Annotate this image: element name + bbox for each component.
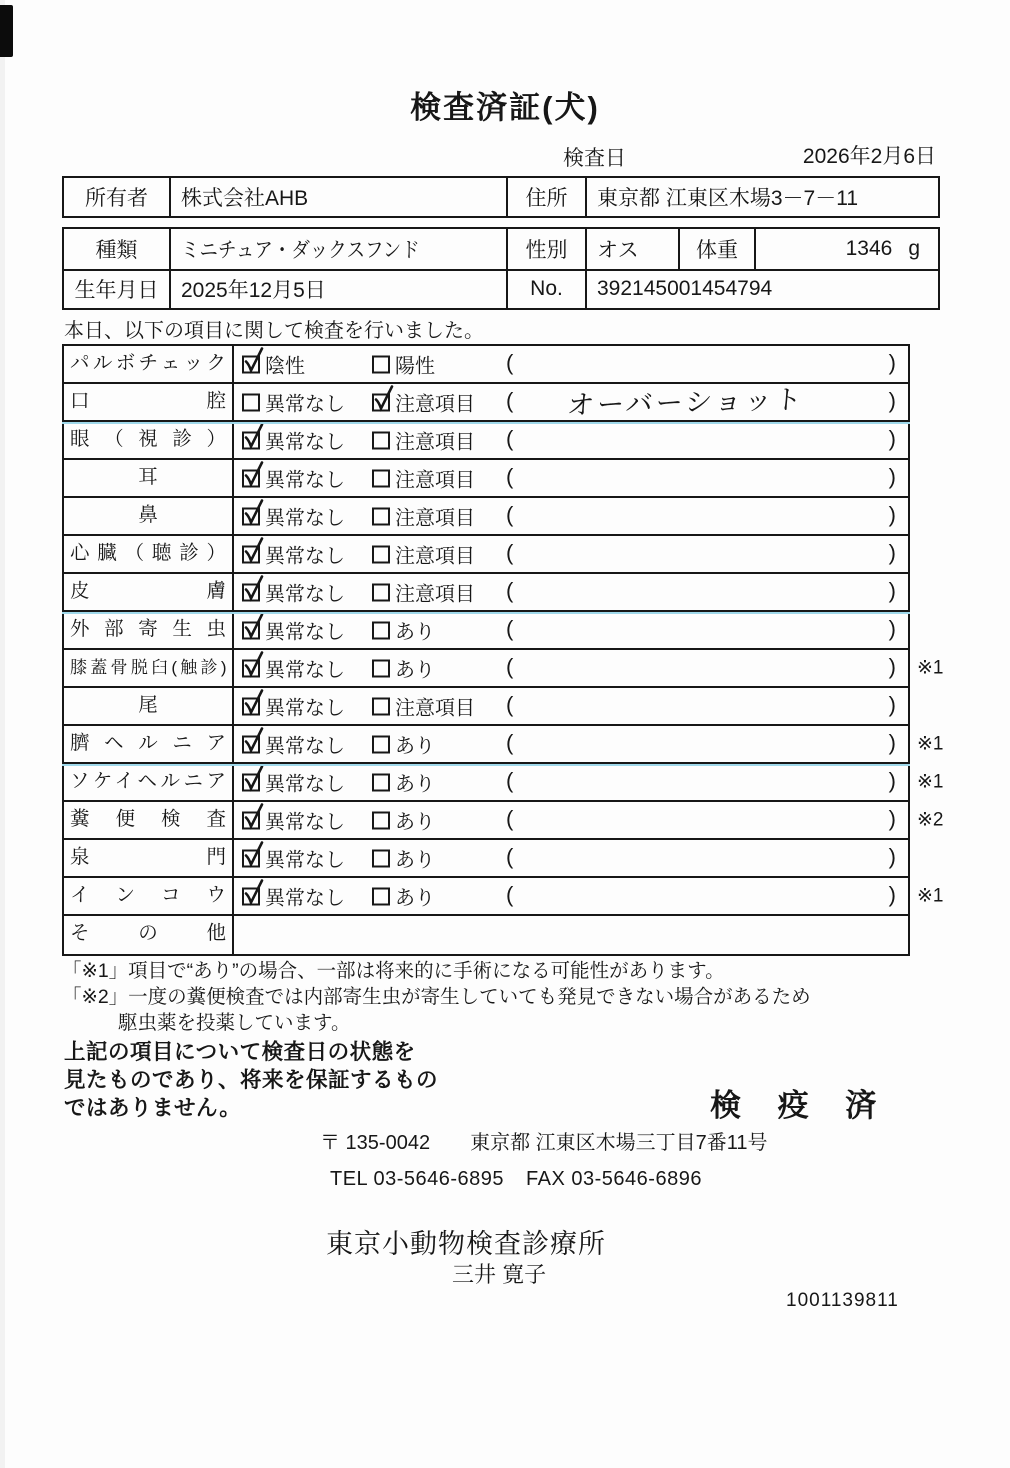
breed-label: 種類 [95,238,138,262]
checkbox-option-label: 異常なし [265,735,345,758]
checklist-row-content [234,498,908,534]
checkbox-checked [242,887,260,905]
note-paren-close: ) [888,539,896,565]
checkbox-option [242,616,345,645]
checkbox-option [242,882,345,911]
checkbox-option-label: あり [395,849,435,872]
scan-edge-strip [0,0,5,1468]
checkbox-option [372,426,475,455]
checkbox-unchecked [372,431,390,449]
breed-text: ミニチュア・ダックスフンド [181,238,420,262]
checkbox-option [242,540,345,569]
veterinarian-name: 三井 寛子 [452,1262,547,1287]
checkbox-unchecked [242,393,260,411]
checkbox-option-label: 注意項目 [395,393,475,416]
checkbox-checked [242,811,260,829]
note-paren-open: ( [506,767,514,793]
note-paren-open: ( [506,425,514,451]
checkbox-checked [242,621,260,639]
handwritten-check-icon [241,496,267,525]
handwritten-note [519,436,853,445]
checkbox-option [372,882,435,911]
checklist-row-content [234,878,908,914]
sex-value: オス [585,229,678,269]
checklist-row [64,536,908,574]
checkbox-option-label: 陰性 [265,355,305,378]
handwritten-check-icon [241,724,267,753]
handwritten-note [519,740,853,749]
checklist-item-label: 糞便検査 [64,802,234,838]
handwritten-check-icon [241,648,267,677]
disclaimer-text [64,1038,438,1122]
clinic-name: 東京小動物検査診療所 [326,1229,606,1259]
checkbox-checked [242,431,260,449]
checkbox-option-label: 陽性 [395,355,435,378]
checkbox-checked [242,469,260,487]
checkbox-option-label: 注意項目 [395,469,475,492]
handwritten-note [519,892,853,901]
checkbox-option-label: 注意項目 [395,507,475,530]
checklist-item-label: 外部寄生虫 [64,612,234,648]
checkbox-option [372,502,475,531]
note-paren-open: ( [506,881,514,907]
row-annotation: ※1 [917,733,944,755]
checklist-row [64,498,908,536]
checkbox-option-label: 注意項目 [395,697,475,720]
footnote-2: 「※2」一度の糞便検査では内部寄生虫が寄生していても発見できない場合があるため [62,986,811,1008]
checkbox-option [242,388,345,417]
checklist-row-content [234,384,908,420]
disclaimer-line-2: 見たものであり、将来を保証するもの [64,1068,439,1092]
note-paren-close: ) [888,729,896,755]
checklist-item-label: ソケイヘルニア [64,764,234,800]
note-paren-open: ( [506,349,514,375]
checkbox-checked [372,393,390,411]
checkbox-option-label: あり [395,659,435,682]
checkbox-option [372,388,475,417]
owner-label: 所有者 [85,187,148,210]
handwritten-check-icon [241,610,267,639]
animal-table [62,227,940,310]
checkbox-option [242,844,345,873]
checkbox-option [242,578,345,607]
scan-artifact-mark [0,5,13,57]
checkbox-option-label: 異常なし [265,507,345,530]
checklist-row-content [234,612,908,648]
checkbox-option-label: 異常なし [265,659,345,682]
checklist-row-content [234,764,908,800]
checkbox-unchecked [372,583,390,601]
checklist-item-label: 鼻 [64,498,234,534]
note-paren-close: ) [888,615,896,641]
weight-value [754,229,938,269]
weight-label: 体重 [678,229,754,269]
checkbox-checked [242,355,260,373]
checklist-row [64,878,944,916]
handwritten-note [519,816,853,825]
note-paren-close: ) [888,463,896,489]
checklist-row-content [234,840,908,876]
checklist-row-content [234,422,908,458]
row-annotation: ※1 [917,771,944,793]
checkbox-option-label: 注意項目 [395,431,475,454]
note-paren-open: ( [506,615,514,641]
checklist-table [62,344,944,956]
checkbox-checked [242,773,260,791]
checkbox-option [372,806,435,835]
checklist-item-label: その他 [64,916,234,954]
quarantine-stamp: 検 疫 済 [710,1088,891,1123]
note-paren-close: ) [888,425,896,451]
checkbox-checked [242,697,260,715]
checkbox-unchecked [372,355,390,373]
checklist-item-label: 皮膚 [64,574,234,610]
note-paren-close: ) [888,387,896,413]
checklist-row-content [234,460,908,496]
handwritten-check-icon [241,534,267,563]
checklist-row-content [234,726,908,762]
checkbox-option [242,654,345,683]
checkbox-checked [242,735,260,753]
checkbox-option [242,806,345,835]
checklist-item-label: 口腔 [64,384,234,420]
handwritten-check-icon [241,458,267,487]
document-title: 検査済証(犬) [410,90,600,125]
row-annotation: ※2 [917,809,944,831]
checkbox-option-label: 異常なし [265,621,345,644]
checklist-row [64,916,908,954]
birth-label: 生年月日 [64,269,169,309]
checklist-item-label: 臍ヘルニア [64,726,234,762]
row-annotation: ※1 [917,657,944,679]
handwritten-check-icon [241,572,267,601]
clinic-tel-line [330,1168,702,1191]
checkbox-option-label: 異常なし [265,469,345,492]
note-paren-close: ) [888,691,896,717]
note-paren-close: ) [888,767,896,793]
handwritten-note [519,664,853,673]
disclaimer-line-1: 上記の項目について検査日の状態を [64,1040,416,1064]
handwritten-note [519,778,853,787]
checklist-row-content [234,688,908,724]
checkbox-option [242,426,345,455]
footnote-2-continued: 駆虫薬を投薬しています。 [118,1012,351,1034]
serial-number: 1001139811 [786,1290,899,1311]
handwritten-note [519,588,853,597]
handwritten-note [519,512,853,521]
handwritten-check-icon [241,420,267,449]
checkbox-unchecked [372,735,390,753]
checklist-row [64,384,908,422]
handwritten-note [519,474,853,483]
checkbox-checked [242,583,260,601]
checkbox-option [372,464,475,493]
handwritten-check-icon [241,686,267,715]
checkbox-unchecked [372,697,390,715]
clinic-address: 東京都 江東区木場三丁目7番11号 [470,1132,768,1154]
checkbox-option [372,616,435,645]
checkbox-unchecked [372,545,390,563]
address-value: 東京都 江東区木場3－7－11 [585,178,938,216]
checklist-row [64,650,944,688]
note-paren-close: ) [888,501,896,527]
checkbox-option-label: 異常なし [265,849,345,872]
checklist-row-content [234,574,908,610]
checkbox-option-label: 異常なし [265,887,345,910]
handwritten-note [519,550,853,559]
checklist-row-content [234,802,908,838]
note-paren-open: ( [506,691,514,717]
checkbox-option-label: あり [395,887,435,910]
checkbox-option-label: あり [395,811,435,834]
note-paren-open: ( [506,729,514,755]
checkbox-option-label: 異常なし [265,773,345,796]
checklist-row [64,688,908,726]
clinic-postal-line [320,1126,768,1155]
checklist-row-content [234,536,908,572]
handwritten-check-icon [371,382,397,411]
no-value: 392145001454794 [585,269,938,309]
checkbox-unchecked [372,659,390,677]
note-paren-close: ) [888,805,896,831]
note-paren-open: ( [506,805,514,831]
footnotes [62,958,811,1036]
note-paren-close: ) [888,349,896,375]
checkbox-option [372,540,475,569]
checklist-item-label: インコウ [64,878,234,914]
handwritten-note [519,626,853,635]
checkbox-option-label: あり [395,735,435,758]
checkbox-option-label: 異常なし [265,811,345,834]
checkbox-option-label: あり [395,621,435,644]
owner-table [62,176,940,218]
checkbox-option-label: 異常なし [265,431,345,454]
checklist-row [64,840,908,878]
checkbox-option-label: 注意項目 [395,583,475,606]
handwritten-note [519,702,853,711]
handwritten-check-icon [241,800,267,829]
checkbox-option-label: 注意項目 [395,545,475,568]
checkbox-checked [242,659,260,677]
breed-value [169,229,506,269]
checklist-item-label: パルボチェック [64,346,234,382]
handwritten-note [519,854,853,863]
checklist-item-label: 耳 [64,460,234,496]
checkbox-option [242,692,345,721]
checklist-row [64,802,944,840]
checkbox-option [242,730,345,759]
handwritten-check-icon [241,838,267,867]
checklist-row [64,726,944,764]
clinic-postal-code: 〒 135-0042 [320,1132,431,1154]
clinic-tel: TEL 03-5646-6895 [330,1168,505,1190]
note-paren-open: ( [506,843,514,869]
checklist-item-label: 眼（視診） [64,422,234,458]
checkbox-option [372,692,475,721]
checkbox-option [372,350,435,379]
checkbox-option-label: 異常なし [265,545,345,568]
checkbox-option [242,350,305,379]
note-paren-close: ) [888,881,896,907]
checklist-row-content [234,650,908,686]
checkbox-unchecked [372,887,390,905]
checkbox-option-label: あり [395,773,435,796]
note-paren-close: ) [888,843,896,869]
note-paren-close: ) [888,577,896,603]
checkbox-unchecked [372,507,390,525]
checkbox-checked [242,849,260,867]
disclaimer-line-3: ではありません。 [64,1096,242,1120]
checkbox-unchecked [372,811,390,829]
handwritten-check-icon [241,876,267,905]
exam-date-value: 2026年2月6日 [802,145,936,168]
handwritten-note [519,360,853,369]
checkbox-option-label: 異常なし [265,697,345,720]
checklist-row [64,460,908,498]
note-paren-open: ( [506,463,514,489]
clinic-fax: FAX 03-5646-6896 [526,1168,702,1190]
note-paren-close: ) [888,653,896,679]
address-label: 住所 [506,178,585,216]
checklist-item-label: 尾 [64,688,234,724]
no-label: No. [506,269,585,309]
checkbox-unchecked [372,621,390,639]
note-paren-open: ( [506,653,514,679]
handwritten-note: オーバーショット [565,384,806,421]
checkbox-option [242,768,345,797]
checkbox-unchecked [372,469,390,487]
handwritten-check-icon [241,344,267,373]
owner-value: 株式会社AHB [169,178,506,216]
checkbox-option [372,844,435,873]
checkbox-unchecked [372,849,390,867]
checklist-row [64,422,908,460]
checkbox-option-label: 異常なし [265,393,345,416]
birth-value: 2025年12月5日 [169,269,506,309]
note-paren-open: ( [506,387,514,413]
weight-number: 1346 [845,236,893,260]
checkbox-option-label: 異常なし [265,583,345,606]
sex-label: 性別 [506,229,585,269]
checklist-row [64,764,944,802]
row-annotation: ※1 [917,885,944,907]
checkbox-option [372,768,435,797]
note-paren-open: ( [506,577,514,603]
checkbox-unchecked [372,773,390,791]
checklist-row-content [234,916,908,954]
checklist-item-label: 膝蓋骨脱臼(触診) [64,650,234,686]
footnote-1: 「※1」項目で“あり”の場合、一部は将来的に手術になる可能性があります。 [62,960,725,982]
intro-text: 本日、以下の項目に関して検査を行いました。 [64,320,484,342]
handwritten-check-icon [241,762,267,791]
checkbox-option [242,464,345,493]
checkbox-checked [242,507,260,525]
checkbox-checked [242,545,260,563]
checklist-item-label: 心臓（聴診） [64,536,234,572]
checklist-row [64,612,908,650]
checkbox-option [372,654,435,683]
exam-date-label: 検査日 [563,147,626,170]
note-paren-open: ( [506,501,514,527]
checkbox-option [242,502,345,531]
checklist-row [64,574,908,612]
checkbox-option [372,578,475,607]
checklist-item-label: 泉門 [64,840,234,876]
checkbox-option [372,730,435,759]
weight-unit: g [908,236,920,260]
note-paren-open: ( [506,539,514,565]
